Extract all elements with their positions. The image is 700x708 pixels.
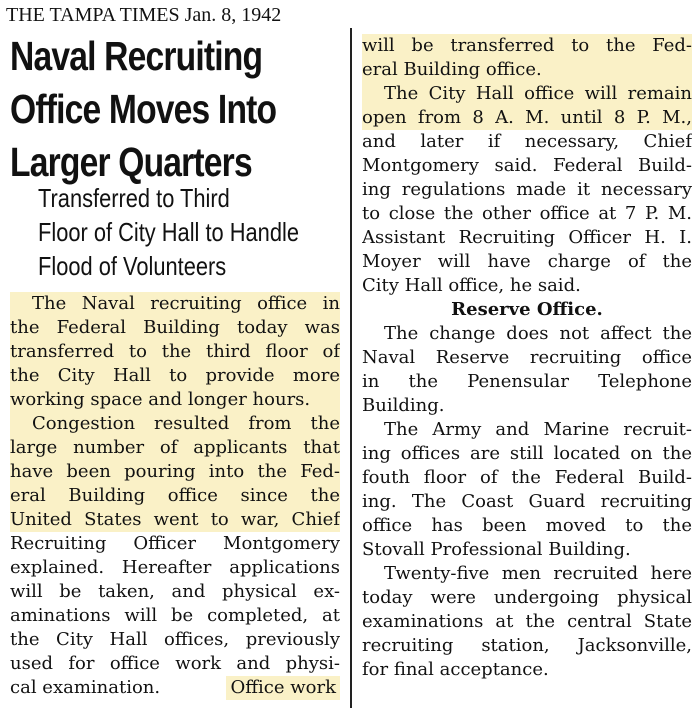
section-subhead [362, 298, 692, 322]
text-line-content: eral Building office since the [10, 485, 340, 506]
text-line [10, 604, 340, 628]
text-line [362, 274, 692, 298]
text-line [362, 106, 692, 130]
text-line-content: The City Hall office will remain [384, 83, 692, 104]
text-line-content: Recruiting Officer Montgomery [10, 533, 340, 554]
text-line-content: cal examination. [10, 677, 161, 698]
text-line [10, 580, 340, 604]
headline-line: Naval Recruiting [10, 33, 263, 79]
text-line [362, 394, 692, 418]
text-line-content: ing. The Coast Guard recruiting [362, 491, 692, 512]
text-line [10, 532, 340, 556]
subheadline-line: Transferred to Third [38, 183, 230, 213]
text-line [10, 652, 340, 676]
text-line-content: the City Hall offices, previously [10, 629, 340, 650]
text-line [362, 586, 692, 610]
text-line-content: the City Hall to provide more [10, 365, 340, 386]
text-line [10, 628, 340, 652]
text-line-content: will be taken, and physical ex- [10, 581, 340, 602]
text-line-content: The Naval recruiting office in [32, 293, 340, 314]
text-line-content: United States went to war, Chief [10, 509, 340, 530]
text-line [362, 250, 692, 274]
text-line [362, 466, 692, 490]
text-line-content: The Army and Marine recruit- [384, 419, 692, 440]
text-line [10, 340, 340, 364]
text-line [362, 610, 692, 634]
text-line-content: used for office work and physi- [10, 653, 340, 674]
text-line-content: recruiting station, Jacksonville, [362, 635, 692, 656]
text-line-content: Reserve Office. [451, 299, 603, 320]
text-line-content: The change does not affect the [384, 323, 692, 344]
headline-line: Office Moves Into [10, 86, 277, 132]
text-line-content: the Federal Building today was [10, 317, 340, 338]
text-line [10, 676, 340, 700]
text-line-content: ing offices are still located on the [362, 443, 692, 464]
text-line [362, 82, 692, 106]
text-line [362, 154, 692, 178]
text-line [362, 178, 692, 202]
masthead: THE TAMPA TIMES Jan. 8, 1942 [6, 4, 282, 26]
text-line-content: for final acceptance. [362, 659, 549, 680]
text-line [362, 370, 692, 394]
text-line [362, 34, 692, 58]
text-line [10, 460, 340, 484]
text-line [10, 436, 340, 460]
text-line-content: transferred to the third floor of [10, 341, 340, 362]
text-line [10, 556, 340, 580]
text-line [10, 484, 340, 508]
article-column-1 [10, 292, 340, 700]
subheadline [38, 181, 340, 283]
text-line-content: Moyer will have charge of the [362, 251, 692, 272]
text-line [10, 388, 340, 412]
text-line-content: and later if necessary, Chief [362, 131, 692, 152]
text-line [362, 58, 692, 82]
headline-line: Larger Quarters [10, 139, 252, 185]
text-line [10, 412, 340, 436]
text-line [362, 130, 692, 154]
text-line-content: fouth floor of the Federal Build- [362, 467, 692, 488]
text-line-content: have been pouring into the Fed- [10, 461, 340, 482]
text-line-content: eral Building office. [362, 59, 542, 80]
text-line-content: office has been moved to the [362, 515, 692, 536]
text-line [362, 634, 692, 658]
highlighted-text: Office work [226, 676, 340, 700]
text-line-content: Montgomery said. Federal Build- [362, 155, 692, 176]
text-line [10, 364, 340, 388]
column-rule [350, 28, 352, 708]
text-line [362, 658, 692, 682]
text-line-content: aminations will be completed, at [10, 605, 340, 626]
text-line-content: City Hall office, he said. [362, 275, 581, 296]
text-line-content: today were undergoing physical [362, 587, 692, 608]
text-line-content: Congestion resulted from the [32, 413, 340, 434]
text-line-content: open from 8 A. M. until 8 P. M., [362, 107, 692, 128]
text-line-content: Stovall Professional Building. [362, 539, 631, 560]
text-line-content: in the Penensular Telephone [362, 371, 692, 392]
text-line-content: will be transferred to the Fed- [362, 35, 692, 56]
subheadline-line: Floor of City Hall to Handle [38, 217, 299, 247]
text-line-content: working space and longer hours. [10, 389, 311, 410]
text-line-content: Assistant Recruiting Officer H. I. [362, 227, 692, 248]
text-line [362, 226, 692, 250]
text-line [362, 346, 692, 370]
text-line-content: ing regulations made it necessary [362, 179, 692, 200]
text-line [10, 508, 340, 532]
headline [10, 30, 281, 189]
article-column-2 [362, 34, 692, 682]
text-line [362, 202, 692, 226]
text-line [362, 322, 692, 346]
text-line [10, 292, 340, 316]
text-line [362, 538, 692, 562]
text-line-content: Building. [362, 395, 445, 416]
text-line [10, 316, 340, 340]
text-line [362, 490, 692, 514]
text-line [362, 514, 692, 538]
text-line [362, 562, 692, 586]
text-line [362, 418, 692, 442]
subheadline-line: Flood of Volunteers [38, 251, 227, 281]
text-line-content: Twenty-five men recruited here [384, 563, 692, 584]
text-line-content: to close the other office at 7 P. M. [362, 203, 692, 224]
text-line-content: large number of applicants that [10, 437, 340, 458]
text-line [362, 442, 692, 466]
text-line-content: Naval Reserve recruiting office [362, 347, 692, 368]
text-line-content: examinations at the central State [362, 611, 692, 632]
text-line-content: explained. Hereafter applications [10, 557, 340, 578]
